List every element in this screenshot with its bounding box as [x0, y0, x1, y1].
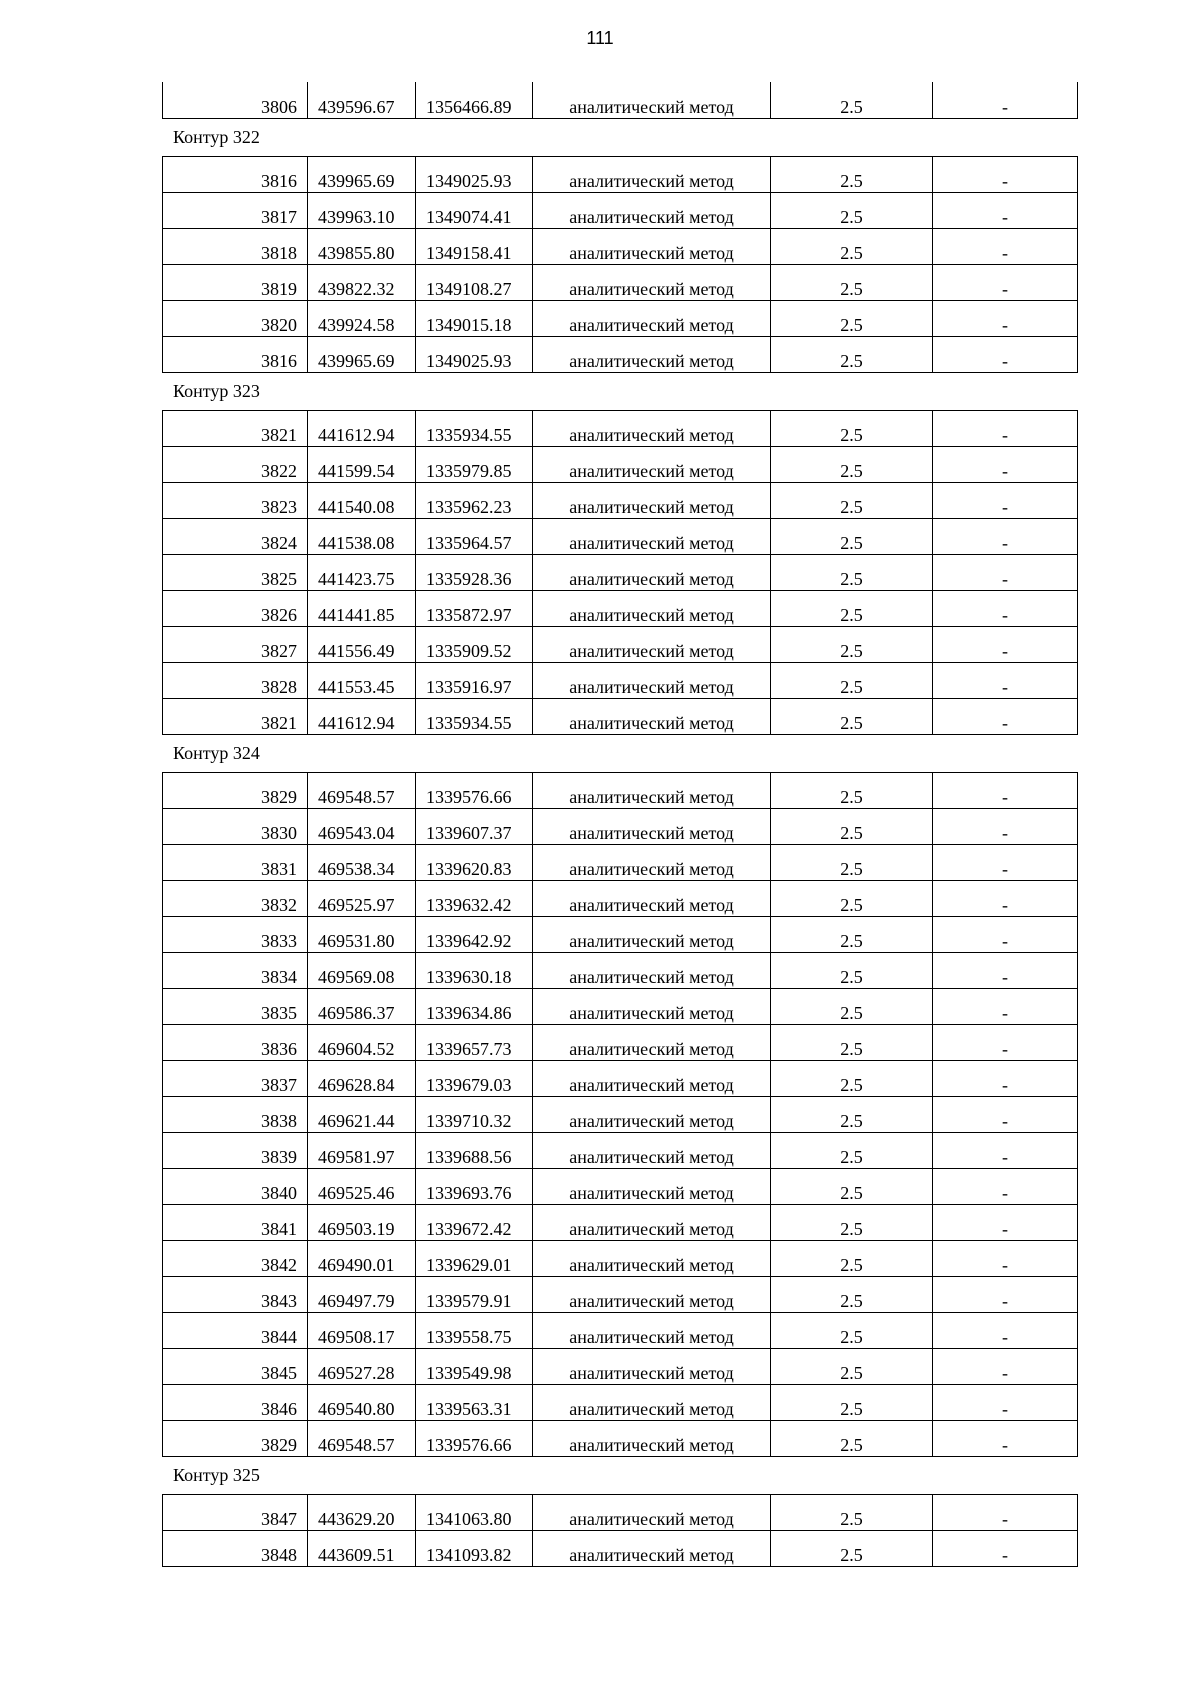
accuracy-cell: 2.5 — [771, 590, 933, 626]
point-number-cell: 3835 — [163, 988, 308, 1024]
contour-title: Контур 322 — [173, 126, 260, 147]
point-number-cell: 3839 — [163, 1132, 308, 1168]
description-cell: - — [933, 410, 1078, 446]
x-coordinate-cell: 469548.57 — [308, 1420, 416, 1456]
description-cell: - — [933, 192, 1078, 228]
method-cell: аналитический метод — [533, 1420, 771, 1456]
table-row — [163, 1096, 1078, 1132]
table-row — [163, 336, 1078, 372]
accuracy-cell: 2.5 — [771, 446, 933, 482]
description-cell: - — [933, 988, 1078, 1024]
description-cell: - — [933, 808, 1078, 844]
point-number-cell: 3829 — [163, 1420, 308, 1456]
point-number-cell: 3824 — [163, 518, 308, 554]
x-coordinate-cell: 441441.85 — [308, 590, 416, 626]
method-cell: аналитический метод — [533, 916, 771, 952]
description-cell: - — [933, 1276, 1078, 1312]
x-coordinate-cell: 469586.37 — [308, 988, 416, 1024]
accuracy-cell: 2.5 — [771, 192, 933, 228]
accuracy-cell: 2.5 — [771, 808, 933, 844]
x-coordinate-cell: 469527.28 — [308, 1348, 416, 1384]
point-number-cell: 3827 — [163, 626, 308, 662]
point-number-cell: 3831 — [163, 844, 308, 880]
method-cell: аналитический метод — [533, 988, 771, 1024]
method-cell: аналитический метод — [533, 1312, 771, 1348]
method-cell: аналитический метод — [533, 1096, 771, 1132]
description-cell: - — [933, 844, 1078, 880]
x-coordinate-cell: 439963.10 — [308, 192, 416, 228]
method-cell: аналитический метод — [533, 264, 771, 300]
y-coordinate-cell: 1339657.73 — [416, 1024, 533, 1060]
y-coordinate-cell: 1341093.82 — [416, 1530, 533, 1566]
y-coordinate-cell: 1339693.76 — [416, 1168, 533, 1204]
description-cell: - — [933, 1204, 1078, 1240]
point-number-cell: 3838 — [163, 1096, 308, 1132]
table-row — [163, 880, 1078, 916]
table-row — [163, 1384, 1078, 1420]
y-coordinate-cell: 1356466.89 — [416, 82, 533, 118]
method-cell: аналитический метод — [533, 82, 771, 118]
method-cell: аналитический метод — [533, 880, 771, 916]
method-cell: аналитический метод — [533, 808, 771, 844]
description-cell: - — [933, 952, 1078, 988]
method-cell: аналитический метод — [533, 1384, 771, 1420]
x-coordinate-cell: 441599.54 — [308, 446, 416, 482]
point-number-cell: 3806 — [163, 82, 308, 118]
table-row — [163, 1312, 1078, 1348]
method-cell: аналитический метод — [533, 1204, 771, 1240]
accuracy-cell: 2.5 — [771, 300, 933, 336]
method-cell: аналитический метод — [533, 1240, 771, 1276]
description-cell: - — [933, 228, 1078, 264]
point-number-cell: 3819 — [163, 264, 308, 300]
method-cell: аналитический метод — [533, 844, 771, 880]
point-number-cell: 3846 — [163, 1384, 308, 1420]
contour-title: Контур 324 — [173, 742, 260, 763]
method-cell: аналитический метод — [533, 518, 771, 554]
description-cell: - — [933, 626, 1078, 662]
method-cell: аналитический метод — [533, 156, 771, 192]
x-coordinate-cell: 469621.44 — [308, 1096, 416, 1132]
description-cell: - — [933, 1312, 1078, 1348]
description-cell: - — [933, 1384, 1078, 1420]
y-coordinate-cell: 1335962.23 — [416, 482, 533, 518]
table-row — [163, 264, 1078, 300]
description-cell: - — [933, 1024, 1078, 1060]
point-number-cell: 3818 — [163, 228, 308, 264]
y-coordinate-cell: 1335964.57 — [416, 518, 533, 554]
description-cell: - — [933, 880, 1078, 916]
method-cell: аналитический метод — [533, 662, 771, 698]
table-row — [163, 82, 1078, 118]
table-row — [163, 1024, 1078, 1060]
point-number-cell: 3845 — [163, 1348, 308, 1384]
y-coordinate-cell: 1335928.36 — [416, 554, 533, 590]
table-row — [163, 1420, 1078, 1456]
x-coordinate-cell: 439822.32 — [308, 264, 416, 300]
point-number-cell: 3829 — [163, 772, 308, 808]
point-number-cell: 3836 — [163, 1024, 308, 1060]
description-cell: - — [933, 916, 1078, 952]
contour-table — [162, 410, 1078, 735]
x-coordinate-cell: 441553.45 — [308, 662, 416, 698]
x-coordinate-cell: 439965.69 — [308, 336, 416, 372]
description-cell: - — [933, 1420, 1078, 1456]
description-cell: - — [933, 590, 1078, 626]
accuracy-cell: 2.5 — [771, 916, 933, 952]
y-coordinate-cell: 1339629.01 — [416, 1240, 533, 1276]
y-coordinate-cell: 1339549.98 — [416, 1348, 533, 1384]
method-cell: аналитический метод — [533, 1348, 771, 1384]
y-coordinate-cell: 1339620.83 — [416, 844, 533, 880]
y-coordinate-cell: 1339688.56 — [416, 1132, 533, 1168]
accuracy-cell: 2.5 — [771, 1240, 933, 1276]
accuracy-cell: 2.5 — [771, 1024, 933, 1060]
method-cell: аналитический метод — [533, 698, 771, 734]
method-cell: аналитический метод — [533, 1168, 771, 1204]
x-coordinate-cell: 441556.49 — [308, 626, 416, 662]
point-number-cell: 3843 — [163, 1276, 308, 1312]
x-coordinate-cell: 441423.75 — [308, 554, 416, 590]
y-coordinate-cell: 1335916.97 — [416, 662, 533, 698]
x-coordinate-cell: 469508.17 — [308, 1312, 416, 1348]
x-coordinate-cell: 469569.08 — [308, 952, 416, 988]
description-cell: - — [933, 482, 1078, 518]
carry-over-table — [162, 82, 1078, 119]
accuracy-cell: 2.5 — [771, 1276, 933, 1312]
accuracy-cell: 2.5 — [771, 952, 933, 988]
x-coordinate-cell: 469497.79 — [308, 1276, 416, 1312]
table-row — [163, 1348, 1078, 1384]
point-number-cell: 3821 — [163, 410, 308, 446]
accuracy-cell: 2.5 — [771, 156, 933, 192]
method-cell: аналитический метод — [533, 1024, 771, 1060]
point-number-cell: 3825 — [163, 554, 308, 590]
method-cell: аналитический метод — [533, 192, 771, 228]
accuracy-cell: 2.5 — [771, 1168, 933, 1204]
accuracy-cell: 2.5 — [771, 1530, 933, 1566]
accuracy-cell: 2.5 — [771, 698, 933, 734]
accuracy-cell: 2.5 — [771, 988, 933, 1024]
accuracy-cell: 2.5 — [771, 1384, 933, 1420]
description-cell: - — [933, 662, 1078, 698]
y-coordinate-cell: 1339634.86 — [416, 988, 533, 1024]
accuracy-cell: 2.5 — [771, 1132, 933, 1168]
table-row — [163, 698, 1078, 734]
x-coordinate-cell: 469531.80 — [308, 916, 416, 952]
table-row — [163, 410, 1078, 446]
accuracy-cell: 2.5 — [771, 482, 933, 518]
x-coordinate-cell: 469540.80 — [308, 1384, 416, 1420]
point-number-cell: 3823 — [163, 482, 308, 518]
y-coordinate-cell: 1349108.27 — [416, 264, 533, 300]
point-number-cell: 3833 — [163, 916, 308, 952]
x-coordinate-cell: 469581.97 — [308, 1132, 416, 1168]
y-coordinate-cell: 1335909.52 — [416, 626, 533, 662]
accuracy-cell: 2.5 — [771, 1060, 933, 1096]
description-cell: - — [933, 1530, 1078, 1566]
x-coordinate-cell: 443629.20 — [308, 1494, 416, 1530]
accuracy-cell: 2.5 — [771, 626, 933, 662]
description-cell: - — [933, 1348, 1078, 1384]
x-coordinate-cell: 443609.51 — [308, 1530, 416, 1566]
table-row — [163, 300, 1078, 336]
method-cell: аналитический метод — [533, 590, 771, 626]
point-number-cell: 3826 — [163, 590, 308, 626]
accuracy-cell: 2.5 — [771, 228, 933, 264]
description-cell: - — [933, 264, 1078, 300]
description-cell: - — [933, 1240, 1078, 1276]
x-coordinate-cell: 469628.84 — [308, 1060, 416, 1096]
accuracy-cell: 2.5 — [771, 1420, 933, 1456]
method-cell: аналитический метод — [533, 228, 771, 264]
x-coordinate-cell: 469525.97 — [308, 880, 416, 916]
accuracy-cell: 2.5 — [771, 662, 933, 698]
point-number-cell: 3834 — [163, 952, 308, 988]
page-number: 111 — [586, 28, 614, 48]
accuracy-cell: 2.5 — [771, 880, 933, 916]
accuracy-cell: 2.5 — [771, 554, 933, 590]
method-cell: аналитический метод — [533, 952, 771, 988]
y-coordinate-cell: 1335934.55 — [416, 410, 533, 446]
table-row — [163, 1240, 1078, 1276]
table-row — [163, 228, 1078, 264]
x-coordinate-cell: 469538.34 — [308, 844, 416, 880]
accuracy-cell: 2.5 — [771, 264, 933, 300]
point-number-cell: 3820 — [163, 300, 308, 336]
y-coordinate-cell: 1349025.93 — [416, 336, 533, 372]
table-row — [163, 192, 1078, 228]
method-cell: аналитический метод — [533, 1060, 771, 1096]
table-row — [163, 482, 1078, 518]
y-coordinate-cell: 1349025.93 — [416, 156, 533, 192]
point-number-cell: 3828 — [163, 662, 308, 698]
method-cell: аналитический метод — [533, 300, 771, 336]
x-coordinate-cell: 469490.01 — [308, 1240, 416, 1276]
table-row — [163, 662, 1078, 698]
y-coordinate-cell: 1335934.55 — [416, 698, 533, 734]
y-coordinate-cell: 1349158.41 — [416, 228, 533, 264]
method-cell: аналитический метод — [533, 1530, 771, 1566]
x-coordinate-cell: 441540.08 — [308, 482, 416, 518]
method-cell: аналитический метод — [533, 482, 771, 518]
point-number-cell: 3816 — [163, 336, 308, 372]
contour-table — [162, 1494, 1078, 1567]
contour-title: Контур 325 — [173, 1464, 260, 1485]
table-row — [163, 1276, 1078, 1312]
method-cell: аналитический метод — [533, 554, 771, 590]
description-cell: - — [933, 300, 1078, 336]
description-cell: - — [933, 1168, 1078, 1204]
y-coordinate-cell: 1339630.18 — [416, 952, 533, 988]
table-row — [163, 916, 1078, 952]
method-cell: аналитический метод — [533, 336, 771, 372]
method-cell: аналитический метод — [533, 1132, 771, 1168]
y-coordinate-cell: 1339642.92 — [416, 916, 533, 952]
method-cell: аналитический метод — [533, 446, 771, 482]
description-cell: - — [933, 554, 1078, 590]
description-cell: - — [933, 698, 1078, 734]
x-coordinate-cell: 469503.19 — [308, 1204, 416, 1240]
accuracy-cell: 2.5 — [771, 844, 933, 880]
y-coordinate-cell: 1339679.03 — [416, 1060, 533, 1096]
description-cell: - — [933, 1132, 1078, 1168]
table-row — [163, 1204, 1078, 1240]
description-cell: - — [933, 446, 1078, 482]
table-row — [163, 1530, 1078, 1566]
y-coordinate-cell: 1339576.66 — [416, 772, 533, 808]
point-number-cell: 3837 — [163, 1060, 308, 1096]
x-coordinate-cell: 441612.94 — [308, 698, 416, 734]
y-coordinate-cell: 1339710.32 — [416, 1096, 533, 1132]
table-row — [163, 1132, 1078, 1168]
accuracy-cell: 2.5 — [771, 1348, 933, 1384]
description-cell: - — [933, 82, 1078, 118]
table-row — [163, 772, 1078, 808]
accuracy-cell: 2.5 — [771, 1312, 933, 1348]
point-number-cell: 3841 — [163, 1204, 308, 1240]
contour-title: Контур 323 — [173, 380, 260, 401]
y-coordinate-cell: 1335872.97 — [416, 590, 533, 626]
y-coordinate-cell: 1339607.37 — [416, 808, 533, 844]
accuracy-cell: 2.5 — [771, 336, 933, 372]
x-coordinate-cell: 441538.08 — [308, 518, 416, 554]
x-coordinate-cell: 439596.67 — [308, 82, 416, 118]
point-number-cell: 3821 — [163, 698, 308, 734]
description-cell: - — [933, 156, 1078, 192]
contour-table — [162, 772, 1078, 1457]
point-number-cell: 3817 — [163, 192, 308, 228]
point-number-cell: 3842 — [163, 1240, 308, 1276]
table-row — [163, 1168, 1078, 1204]
point-number-cell: 3832 — [163, 880, 308, 916]
coordinates-sheet — [162, 82, 1077, 1567]
description-cell: - — [933, 1060, 1078, 1096]
table-row — [163, 988, 1078, 1024]
point-number-cell: 3830 — [163, 808, 308, 844]
contour-table — [162, 156, 1078, 373]
y-coordinate-cell: 1339579.91 — [416, 1276, 533, 1312]
method-cell: аналитический метод — [533, 1276, 771, 1312]
method-cell: аналитический метод — [533, 1494, 771, 1530]
point-number-cell: 3822 — [163, 446, 308, 482]
x-coordinate-cell: 439924.58 — [308, 300, 416, 336]
description-cell: - — [933, 336, 1078, 372]
y-coordinate-cell: 1335979.85 — [416, 446, 533, 482]
x-coordinate-cell: 439855.80 — [308, 228, 416, 264]
accuracy-cell: 2.5 — [771, 410, 933, 446]
table-row — [163, 518, 1078, 554]
point-number-cell: 3816 — [163, 156, 308, 192]
x-coordinate-cell: 469604.52 — [308, 1024, 416, 1060]
method-cell: аналитический метод — [533, 410, 771, 446]
x-coordinate-cell: 469525.46 — [308, 1168, 416, 1204]
accuracy-cell: 2.5 — [771, 82, 933, 118]
point-number-cell: 3847 — [163, 1494, 308, 1530]
x-coordinate-cell: 441612.94 — [308, 410, 416, 446]
table-row — [163, 808, 1078, 844]
table-row — [163, 626, 1078, 662]
description-cell: - — [933, 518, 1078, 554]
accuracy-cell: 2.5 — [771, 1096, 933, 1132]
y-coordinate-cell: 1349015.18 — [416, 300, 533, 336]
y-coordinate-cell: 1339632.42 — [416, 880, 533, 916]
point-number-cell: 3848 — [163, 1530, 308, 1566]
x-coordinate-cell: 469548.57 — [308, 772, 416, 808]
point-number-cell: 3840 — [163, 1168, 308, 1204]
table-row — [163, 1494, 1078, 1530]
table-row — [163, 156, 1078, 192]
point-number-cell: 3844 — [163, 1312, 308, 1348]
y-coordinate-cell: 1339576.66 — [416, 1420, 533, 1456]
method-cell: аналитический метод — [533, 772, 771, 808]
table-row — [163, 844, 1078, 880]
y-coordinate-cell: 1341063.80 — [416, 1494, 533, 1530]
x-coordinate-cell: 439965.69 — [308, 156, 416, 192]
accuracy-cell: 2.5 — [771, 1204, 933, 1240]
description-cell: - — [933, 1096, 1078, 1132]
accuracy-cell: 2.5 — [771, 518, 933, 554]
description-cell: - — [933, 1494, 1078, 1530]
method-cell: аналитический метод — [533, 626, 771, 662]
y-coordinate-cell: 1349074.41 — [416, 192, 533, 228]
description-cell: - — [933, 772, 1078, 808]
table-row — [163, 952, 1078, 988]
table-row — [163, 554, 1078, 590]
table-row — [163, 1060, 1078, 1096]
accuracy-cell: 2.5 — [771, 1494, 933, 1530]
accuracy-cell: 2.5 — [771, 772, 933, 808]
table-row — [163, 590, 1078, 626]
x-coordinate-cell: 469543.04 — [308, 808, 416, 844]
y-coordinate-cell: 1339563.31 — [416, 1384, 533, 1420]
y-coordinate-cell: 1339558.75 — [416, 1312, 533, 1348]
y-coordinate-cell: 1339672.42 — [416, 1204, 533, 1240]
table-row — [163, 446, 1078, 482]
